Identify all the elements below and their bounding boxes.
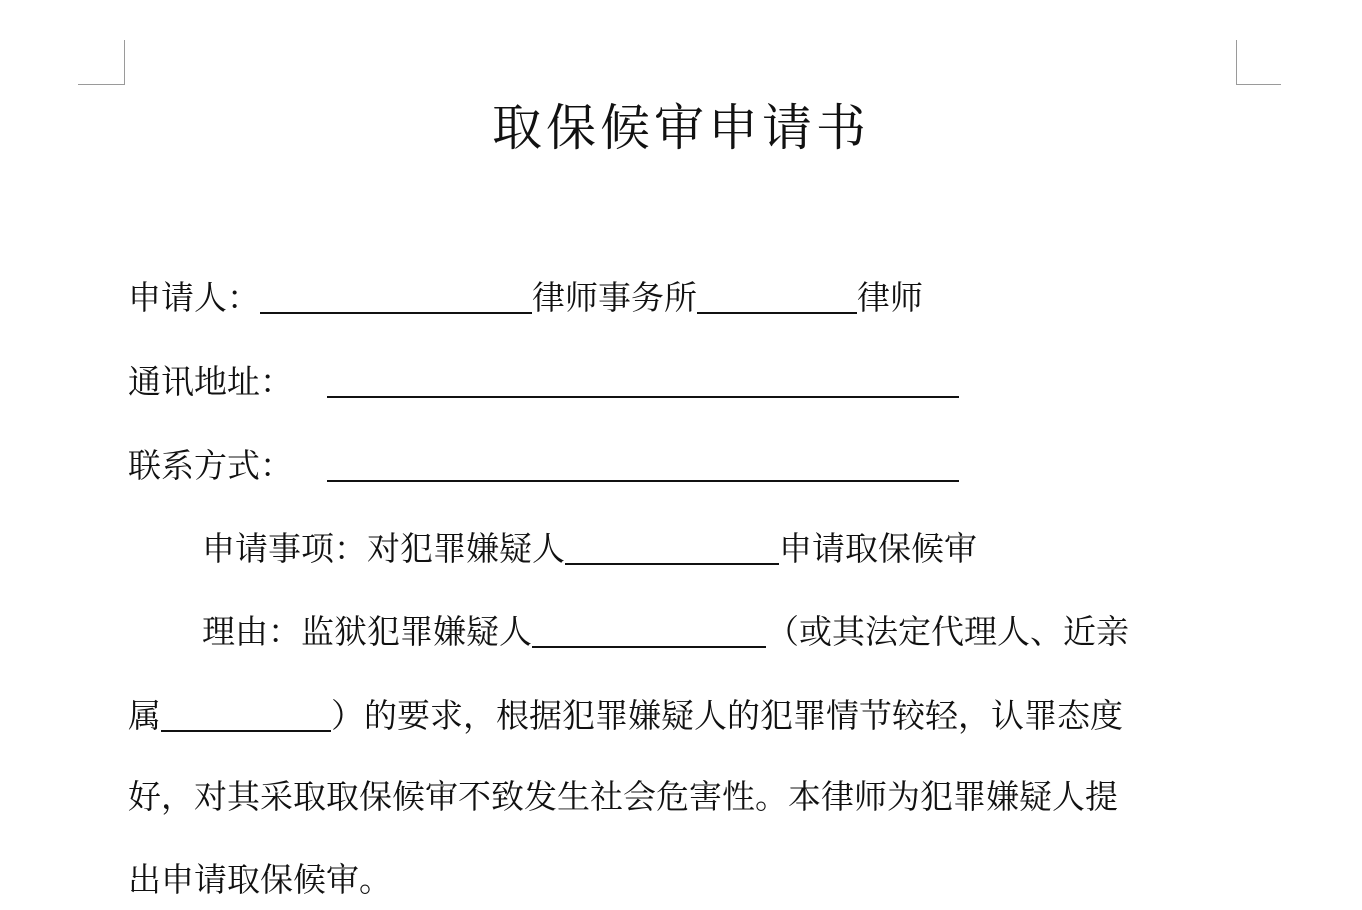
reason-line4-text: 出申请取保候审。	[128, 860, 392, 899]
applicant-line	[128, 276, 923, 318]
request-line	[202, 527, 977, 569]
suspect-name-blank[interactable]	[565, 527, 779, 565]
detained-suspect-blank[interactable]	[532, 610, 766, 648]
reason-prefix: 理由：监狱犯罪嫌疑人	[202, 612, 532, 651]
reason-line-4	[128, 860, 392, 900]
reason-line-2	[128, 694, 1123, 736]
address-label: 通讯地址：	[128, 362, 293, 401]
contact-label: 联系方式：	[128, 446, 293, 485]
margin-mark-top-left	[78, 40, 125, 85]
contact-blank[interactable]	[327, 444, 959, 482]
reason-line2-prefix: 属	[128, 696, 161, 735]
contact-line	[128, 444, 959, 486]
lawyer-label: 律师	[857, 278, 923, 317]
reason-line3-text: 好，对其采取取保候审不致发生社会危害性。本律师为犯罪嫌疑人提	[128, 777, 1118, 816]
reason-line-1	[202, 610, 1129, 652]
reason-line2-suffix: ）的要求，根据犯罪嫌疑人的犯罪情节较轻，认罪态度	[331, 696, 1123, 735]
document-title: 取保候审申请书	[492, 99, 870, 157]
request-prefix: 申请事项：对犯罪嫌疑人	[202, 529, 565, 568]
request-suffix: 申请取保候审	[779, 529, 977, 568]
law-firm-label: 律师事务所	[532, 278, 697, 317]
lawyer-name-blank[interactable]	[697, 276, 857, 314]
reason-line-3	[128, 777, 1118, 817]
relative-name-blank[interactable]	[161, 694, 331, 732]
margin-mark-top-right	[1236, 40, 1281, 85]
address-blank[interactable]	[327, 360, 959, 398]
applicant-label: 申请人：	[128, 278, 260, 317]
applicant-name-blank[interactable]	[260, 276, 532, 314]
reason-line1-suffix: （或其法定代理人、近亲	[766, 612, 1129, 651]
address-line	[128, 360, 959, 402]
